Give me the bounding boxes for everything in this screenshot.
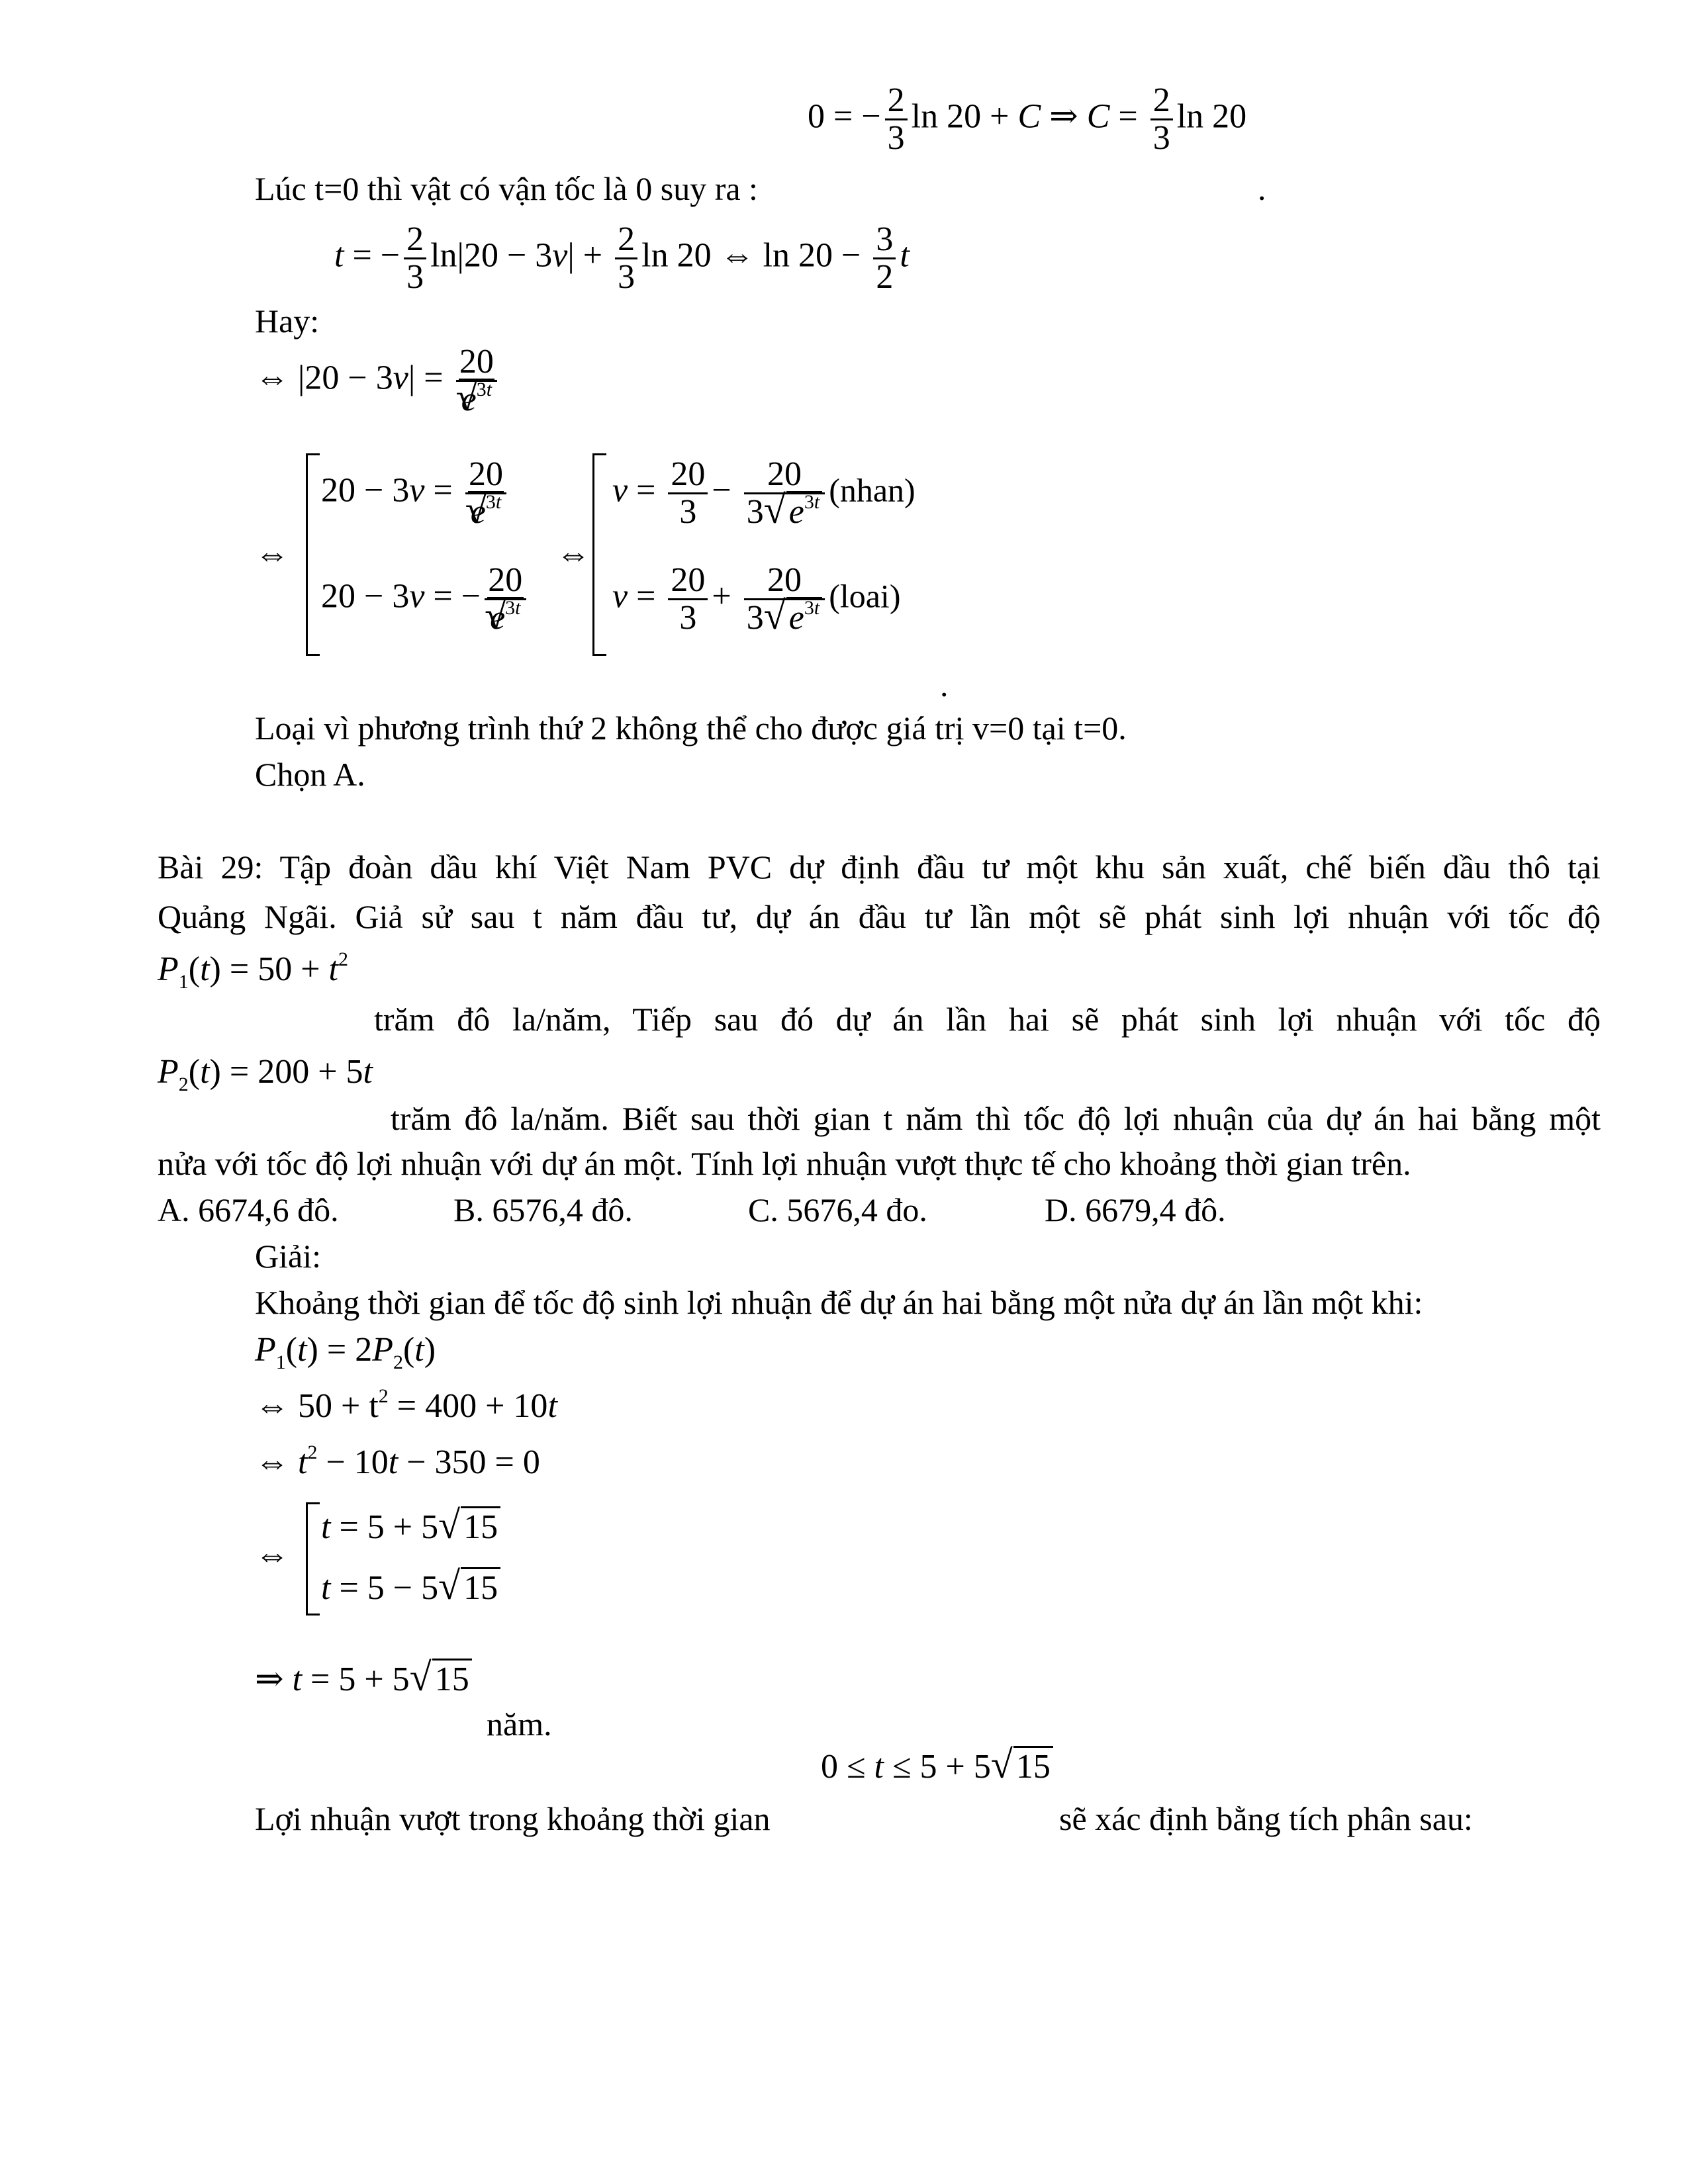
left-bracket — [306, 453, 320, 656]
equiv-symbol-3: ⇔ — [255, 1536, 289, 1574]
problem-line-2: Quảng Ngãi. Giả sử sau t năm đầu tư, dự án đầu tư lần một sẽ phát sinh lợi nhuận với tốc độ — [158, 898, 1601, 935]
option-a: A. 6674,6 đô. — [158, 1191, 339, 1228]
solution-eq-1: $P_1(t) = 2P_2(t)$ — [255, 1331, 436, 1373]
last-line-b: sẽ xác định bằng tích phân sau: — [1059, 1800, 1473, 1837]
hay-label: Hay: — [255, 302, 320, 340]
case2-left: 20 − 3v = − 20 √ $e^{3t}$ — [321, 563, 530, 636]
solution-line-1: Khoảng thời gian để tốc độ sinh lợi nhuận để dự án hai bằng một nửa dự án lần một khi: — [255, 1284, 1423, 1321]
equation-c: 0 = − $\frac{2}{3}$ ln 20 + C ⇒ C = $\frac{2}{3}$ ln 20 — [808, 81, 1247, 157]
choose-answer: Chọn A. — [255, 756, 365, 793]
problem-line-3: trăm đô la/năm, Tiếp sau đó dự án lần hai sẽ phát sinh lợi nhuận với tốc độ — [374, 1001, 1601, 1038]
solution-eq-final: ⇒ t = 5 + 5√ 15 — [255, 1660, 472, 1700]
equation-t: t = − $\frac{2}{3}$ ln|20 − 3v| + $\frac{2}{3}$ ln 20 ⇔ ln 20 − $\frac{3}{2}$ t — [334, 220, 910, 296]
root-2: t = 5 − 5√ 15 — [321, 1569, 500, 1608]
option-d: D. 6679,4 đô. — [1045, 1191, 1226, 1228]
case1-label: (nhan) — [829, 471, 915, 509]
right-bracket — [592, 453, 606, 656]
case2-label: (loai) — [829, 577, 901, 615]
problem-line-5: nửa với tốc độ lợi nhuận với dự án một. Tính lợi nhuận vượt thực tế cho khoảng thời gian trên. — [158, 1145, 1411, 1182]
unit-nam: năm. — [487, 1706, 552, 1743]
p1-formula: $P_1(t) = 50 + t^2$ — [158, 948, 348, 993]
option-c: C. 5676,4 đo. — [748, 1191, 927, 1228]
problem-line-1: Bài 29: Tập đoàn dầu khí Việt Nam PVC dự định đầu tư một khu sản xuất, chế biến dầu thô tại — [158, 848, 1601, 886]
solution-eq-2: ⇔ $50 + t^2 = 400 + 10t$ — [255, 1385, 557, 1425]
dot-mark: . — [1258, 170, 1266, 207]
dot-mark-2: . — [940, 666, 949, 704]
roots-bracket — [306, 1502, 320, 1615]
p2-formula: $P_2(t) = 200 + 5t$ — [158, 1053, 373, 1095]
equiv-symbol: ⇔ — [255, 535, 289, 573]
case1-right: v = $\frac{20}{3}$ − $\frac{20}{3√ e^{3t}}$ (nhan) — [612, 457, 915, 530]
root-1: t = 5 + 5√ 15 — [321, 1508, 500, 1547]
case2-right: v = $\frac{20}{3}$ + $\frac{20}{3√ e^{3t}}$ (loai) — [612, 563, 900, 636]
case1-left: 20 − 3v = 20 √ $e^{3t}$ — [321, 457, 510, 530]
option-b: B. 6576,4 đô. — [453, 1191, 633, 1228]
interval: 0 ≤ t ≤ 5 + 5√ 15 — [821, 1747, 1053, 1787]
line-t0: Lúc t=0 thì vật có vận tốc là 0 suy ra : — [255, 170, 758, 207]
last-line-a: Lợi nhuận vượt trong khoảng thời gian — [255, 1800, 771, 1837]
equiv-symbol-2: ⇔ — [556, 535, 590, 573]
problem-line-4: trăm đô la/năm. Biết sau thời gian t năm thì tốc độ lợi nhuận của dự án hai bằng một — [391, 1100, 1601, 1137]
equation-abs: ⇔ |20 − 3v| = 20 √ $e^{3t}$ — [255, 344, 501, 418]
solution-label: Giải: — [255, 1238, 321, 1275]
reject-note: Loại vì phương trình thứ 2 không thể cho được giá trị v=0 tại t=0. — [255, 709, 1127, 747]
solution-eq-3: ⇔ $t^2 - 10t - 350 = 0$ — [255, 1441, 540, 1481]
